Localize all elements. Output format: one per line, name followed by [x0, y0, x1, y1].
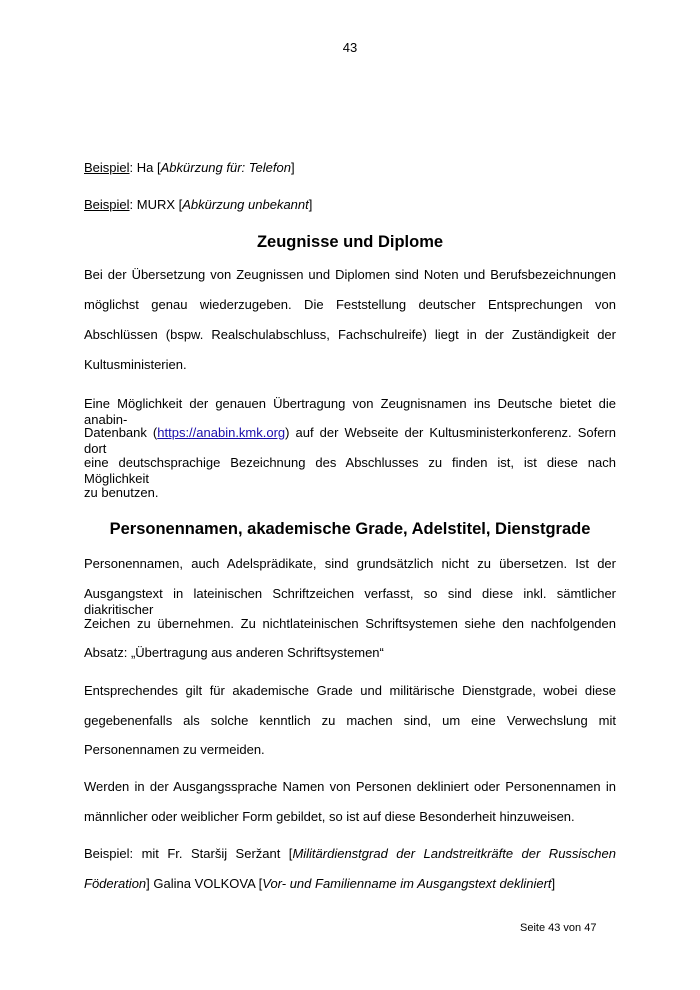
- paragraph-line: Abschlüssen (bspw. Realschulabschluss, Fachschulreife) liegt in der Zuständigkeit der: [84, 327, 616, 342]
- example-label: Beispiel: [84, 160, 130, 175]
- paragraph-line: Werden in der Ausgangssprache Namen von Personen dekliniert oder Personennamen in: [84, 779, 616, 794]
- paragraph-line: Zeichen zu übernehmen. Zu nichtlateinischen Schriftsystemen siehe den nachfolgenden: [84, 616, 616, 631]
- paragraph-line: Ausgangstext in lateinischen Schriftzeichen verfasst, so sind diese inkl. sämtlicher diakritischer: [84, 586, 616, 617]
- paragraph-line: Personennamen zu vermeiden.: [84, 742, 265, 757]
- anabin-link[interactable]: https://anabin.kmk.org: [157, 425, 286, 440]
- paragraph-line: Personennamen, auch Adelsprädikate, sind grundsätzlich nicht zu übersetzen. Ist der: [84, 556, 616, 571]
- paragraph-line: Eine Möglichkeit der genauen Übertragung von Zeugnisnamen ins Deutsche bietet die anabin-: [84, 396, 616, 427]
- paragraph-line: zu benutzen.: [84, 485, 159, 500]
- page-footer: Seite 43 von 47: [520, 922, 597, 934]
- paragraph-line: Entsprechendes gilt für akademische Grade und militärische Dienstgrade, wobei diese: [84, 683, 616, 698]
- paragraph-line: gegebenenfalls als solche kenntlich zu machen sind, um eine Verwechslung mit: [84, 713, 616, 728]
- example-line-4: Föderation] Galina VOLKOVA [Vor- und Familienname im Ausgangstext dekliniert]: [84, 876, 556, 891]
- example-line-3: Beispiel: mit Fr. Staršij Seržant [Militärdienstgrad der Landstreitkräfte der Russischen: [84, 846, 616, 861]
- paragraph-line: Kultusministerien.: [84, 357, 187, 372]
- example-line-2: Beispiel: MURX [Abkürzung unbekannt]: [84, 197, 313, 212]
- paragraph-line: Absatz: „Übertragung aus anderen Schriftsystemen“: [84, 645, 384, 660]
- paragraph-line: Bei der Übersetzung von Zeugnissen und Diplomen sind Noten und Berufsbezeichnungen: [84, 267, 616, 282]
- example-label: Beispiel: [84, 197, 130, 212]
- paragraph-line: eine deutschsprachige Bezeichnung des Abschlusses zu finden ist, ist diese nach Möglichkeit: [84, 455, 616, 486]
- paragraph-line: möglichst genau wiederzugeben. Die Feststellung deutscher Entsprechungen von: [84, 297, 616, 312]
- example-line-1: Beispiel: Ha [Abkürzung für: Telefon]: [84, 160, 295, 175]
- section-heading-zeugnisse: Zeugnisse und Diplome: [256, 233, 444, 251]
- paragraph-line: männlicher oder weiblicher Form gebildet, so ist auf diese Besonderheit hinzuweisen.: [84, 809, 575, 824]
- page-number: 43: [342, 40, 358, 55]
- section-heading-personennamen: Personennamen, akademische Grade, Adelstitel, Dienstgrade: [109, 520, 591, 538]
- paragraph-line-with-link: Datenbank (https://anabin.kmk.org) auf der Webseite der Kultusministerkonferenz. Sofern dort: [84, 425, 617, 456]
